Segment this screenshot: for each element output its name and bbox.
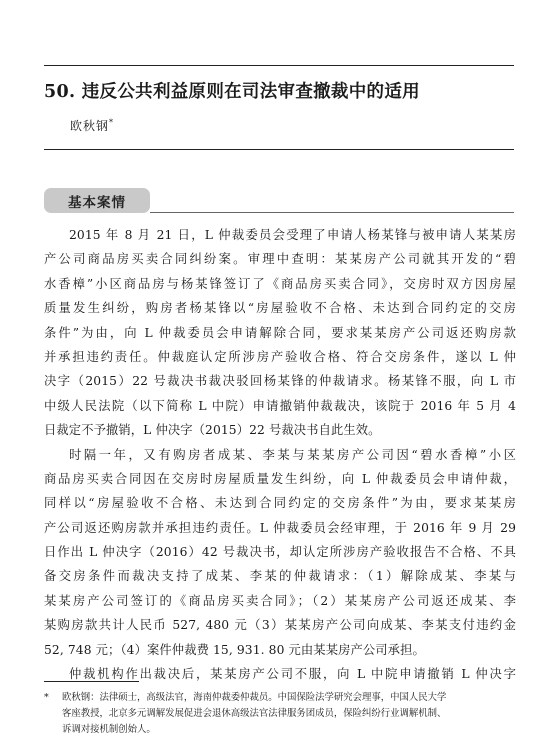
footnote <box>44 690 516 738</box>
body-line: 备交房条件而裁决支持了成某、李某的仲裁请求：（1）解除成某、李某与 <box>44 569 516 584</box>
body-line: 水香樟”小区商品房与杨某锋签订了《商品房买卖合同》，交房时双方因房屋 <box>44 276 516 291</box>
footnote-line: 欧秋钢：法律硕士，高级法官，海南仲裁委仲裁员。中国保险法学研究会理事，中国人民大学 <box>62 692 447 703</box>
section-heading-badge: 基本案情 <box>44 188 150 213</box>
body-line: 质量发生纠纷，购房者杨某锋以“房屋验收不合格、未达到合同约定的交房 <box>44 301 516 316</box>
body-line: 产公司返还购房款并承担违约责任。L 仲裁委员会经审理，于 2016 年 9 月 29 <box>44 520 516 535</box>
footnote-mark: * <box>44 692 49 703</box>
body-line: 并承担违约责任。仲裁庭认定所涉房产验收合格、符合交房条件，遂以 L 仲 <box>44 349 516 364</box>
body-line: 中级人民法院（以下简称 L 中院）申请撤销仲裁裁决，该院于 2016 年 5 月 4 <box>44 398 516 413</box>
body-line: 同样以“房屋验收不合格、未达到合同约定的交房条件”为由，要求某某房 <box>44 496 516 511</box>
body-line: 2015 年 8 月 21 日，L 仲裁委员会受理了申请人杨某锋与被申请人某某房 <box>69 228 516 242</box>
body-line: 日作出 L 仲决字（2016）42 号裁决书，却认定所涉房产验收报告不合格、不具 <box>44 545 516 560</box>
body-line: 产公司商品房买卖合同纠纷案。审理中查明：某某房产公司就其开发的“碧 <box>44 252 516 267</box>
author-line <box>70 117 114 134</box>
body-text <box>44 223 516 686</box>
body-line: 时隔一年，又有购房者成某、李某与某某房产公司因“碧水香樟”小区 <box>69 447 516 462</box>
body-line: 52, 748 元；（4）案件仲裁费 15, 931. 80 元由某某房产公司承担。 <box>44 642 425 657</box>
section-underline <box>150 212 514 213</box>
author-footnote-mark: * <box>109 118 115 127</box>
body-line: 仲裁机构作出裁决后，某某房产公司不服，向 L 中院申请撤销 L 仲决字 <box>69 667 516 682</box>
top-rule <box>44 65 514 66</box>
author-name: 欧秋钢 <box>70 119 110 133</box>
header-rule <box>44 149 514 150</box>
footnote-line: 客座教授，北京多元调解发展促进会退休高级法官法律服务团成员，保险纠纷行业调解机制、 <box>62 708 447 719</box>
body-line: 条件”为由，向 L 仲裁委员会申请解除合同，要求某某房产公司返还购房款 <box>44 325 516 340</box>
body-line: 日裁定不予撤销，L 仲决字（2015）22 号裁决书自此生效。 <box>44 423 381 438</box>
body-line: 某某房产公司签订的《商品房买卖合同》；（2）某某房产公司返还成某、李 <box>44 593 516 608</box>
footnote-rule <box>44 681 139 682</box>
footnote-line: 诉调对接机制创始人。 <box>62 724 156 735</box>
body-line: 某购房款共计人民币 527, 480 元（3）某某房产公司向成某、李某支付违约金 <box>44 618 516 633</box>
body-line: 商品房买卖合同因在交房时房屋质量发生纠纷，向 L 仲裁委员会申请仲裁， <box>44 471 516 486</box>
article-title: 50. 违反公共利益原则在司法审查撤裁中的适用 <box>44 82 420 102</box>
body-line: 决字（2015）22 号裁决书裁决驳回杨某锋的仲裁请求。杨某锋不服，向 L 市 <box>44 374 516 389</box>
